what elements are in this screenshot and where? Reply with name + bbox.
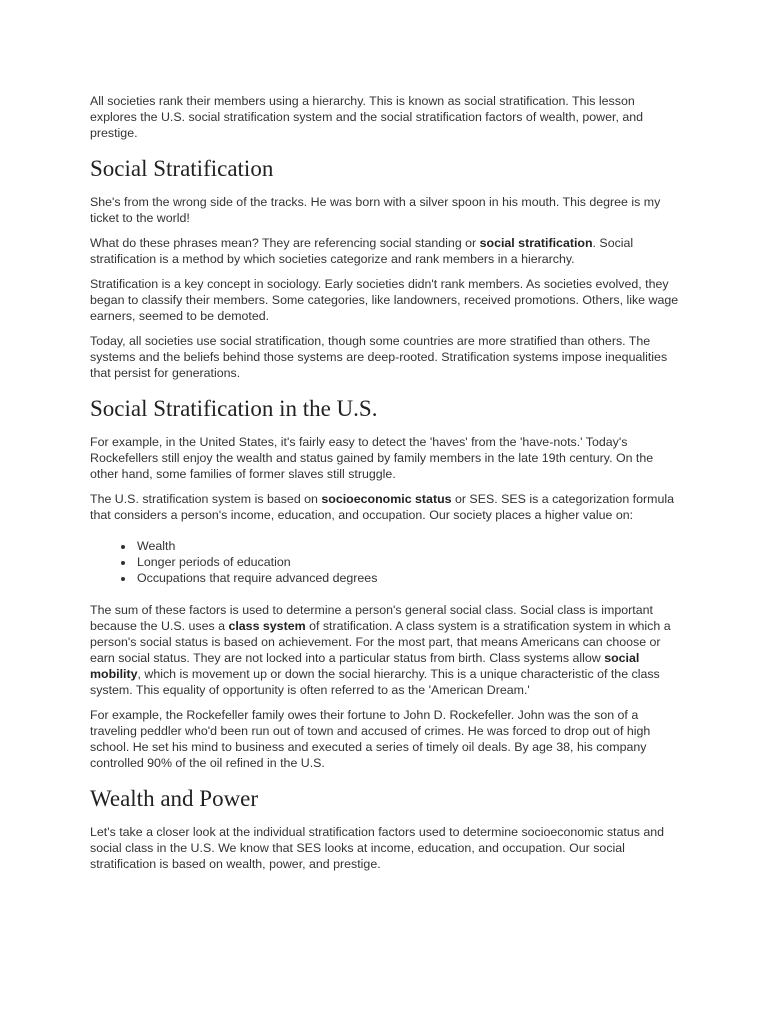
text: The sum of these factors is used to determine a person's general social class. Social class is important because the U.S. uses a bbox=[90, 603, 653, 633]
list-item: • Occupations that require advanced degrees bbox=[135, 570, 680, 586]
paragraph bbox=[90, 602, 680, 698]
paragraph: Let's take a closer look at the individual stratification factors used to determine socioeconomic status and social class in the U.S. We know that SES looks at income, education, and occupation. Our social stratification is based on wealth, power, and prestige. bbox=[90, 825, 665, 871]
paragraph: Today, all societies use social stratification, though some countries are more stratified than others. The systems and the beliefs behind those systems are deep-rooted. Stratification systems impose inequalities that persist for generations. bbox=[90, 334, 668, 380]
paragraph bbox=[90, 235, 680, 267]
intro-paragraph: All societies rank their members using a hierarchy. This is known as social stratification. This lesson explores the U.S. social stratification system and the social stratification factors of wealth, power, and prestige. bbox=[90, 94, 644, 140]
text: What do these phrases mean? They are referencing social standing or bbox=[90, 236, 480, 250]
paragraph: She's from the wrong side of the tracks. He was born with a silver spoon in his mouth. This degree is my ticket to the world! bbox=[90, 195, 661, 225]
bold-term: class system bbox=[228, 619, 306, 633]
paragraph: For example, the Rockefeller family owes their fortune to John D. Rockefeller. John was the son of a traveling peddler who'd been run out of town and accused of crimes. He was forced to drop out of high school. He set his mind to business and executed a series of timely oil deals. By age 38, his company controlled 90% of the oil refined in the U.S. bbox=[90, 708, 651, 770]
text: , which is movement up or down the social hierarchy. This is a unique characteristic of the class system. This equality of opportunity is often referred to as the 'American Dream.' bbox=[90, 667, 660, 697]
bold-term: social mobility bbox=[90, 651, 640, 681]
paragraph bbox=[90, 491, 680, 523]
text: The U.S. stratification system is based on bbox=[90, 492, 322, 506]
heading-social-stratification: Social Stratification bbox=[90, 156, 274, 181]
heading-social-stratification-us: Social Stratification in the U.S. bbox=[90, 396, 378, 421]
bold-term: social stratification bbox=[479, 236, 593, 250]
heading-wealth-and-power: Wealth and Power bbox=[90, 786, 259, 811]
bold-term: socioeconomic status bbox=[321, 492, 452, 506]
bullet-list bbox=[90, 538, 680, 586]
text: of stratification. A class system is a stratification system in which a person's social status is based on achievement. For the most part, that means Americans can choose or earn social status. They are not locked into a particular status from birth. Class systems allow bbox=[90, 619, 671, 665]
paragraph: Stratification is a key concept in sociology. Early societies didn't rank members. As societies evolved, they began to classify their members. Some categories, like landowners, received promotions. Others, like wage earners, seemed to be demoted. bbox=[90, 277, 679, 323]
text: . Social stratification is a method by which societies categorize and rank members in a hierarchy. bbox=[90, 236, 634, 266]
list-item: • Longer periods of education bbox=[135, 554, 680, 570]
paragraph: For example, in the United States, it's fairly easy to detect the 'haves' from the 'have-nots.' Today's Rockefellers still enjoy the wealth and status gained by family members in the late 19th century. On the other hand, some families of former slaves still struggle. bbox=[90, 435, 654, 481]
text: or SES. SES is a categorization formula that considers a person's income, education, and occupation. Our society places a higher value on: bbox=[90, 492, 674, 522]
list-item: • Wealth bbox=[135, 538, 680, 554]
document-page bbox=[90, 93, 680, 881]
